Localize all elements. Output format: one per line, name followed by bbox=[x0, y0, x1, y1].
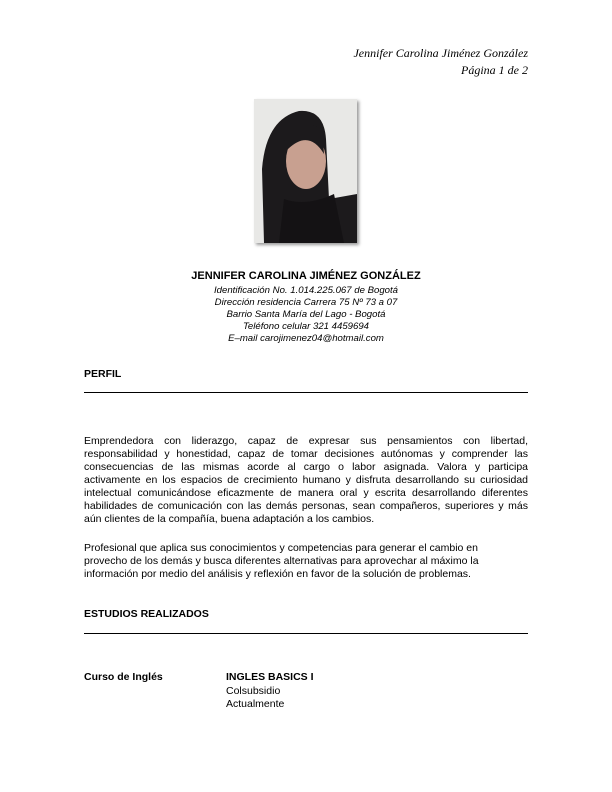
text-line: intelectual comunicándose eficazmente de manera oral y escrita desarrollando diferentes bbox=[84, 487, 528, 499]
text-line: aún clientes de la compañía, buena adaptación a los cambios. bbox=[84, 513, 375, 525]
phone: Teléfono celular 321 4459694 bbox=[242, 321, 370, 332]
header-author: Jennifer Carolina Jiménez González bbox=[353, 46, 528, 60]
text-line: provecho de los demás y busca diferentes alternativas para aprovechar al máximo la bbox=[84, 555, 479, 567]
profile-photo bbox=[254, 99, 357, 243]
header-page-number: Página 1 de 2 bbox=[461, 63, 528, 77]
text-line: activamente en los espacios de crecimiento humano y disfruta desarrollando su curiosidad bbox=[84, 474, 528, 486]
identification: Identificación No. 1.014.225.067 de Bogotá bbox=[213, 285, 399, 296]
study-institution: Colsubsidio bbox=[226, 685, 281, 697]
candidate-name: JENNIFER CAROLINA JIMÉNEZ GONZÁLEZ bbox=[191, 270, 421, 282]
divider bbox=[84, 633, 528, 634]
study-name: INGLES BASICS I bbox=[226, 671, 314, 683]
text-line: Emprendedora con liderazgo, capaz de expresar sus pensamientos con libertad, bbox=[84, 435, 528, 447]
section-title-profile: PERFIL bbox=[84, 368, 122, 380]
neighborhood: Barrio Santa María del Lago - Bogotá bbox=[226, 309, 386, 320]
profile-paragraph-2 bbox=[84, 542, 528, 581]
divider bbox=[84, 392, 528, 393]
email: E–mail carojimenez04@hotmail.com bbox=[228, 333, 384, 344]
study-status: Actualmente bbox=[226, 698, 285, 710]
section-title-studies: ESTUDIOS REALIZADOS bbox=[84, 608, 209, 620]
text-line: habilidades de comunicación con las demás personas, sean compañeros, superiores y más bbox=[84, 500, 528, 512]
study-type: Curso de Inglés bbox=[84, 671, 163, 683]
text-line: Profesional que aplica sus conocimientos y competencias para generar el cambio en bbox=[84, 542, 478, 554]
text-line: consecuencias de las mismas acorde al cargo o labor asignada. Valora y participa bbox=[84, 461, 528, 473]
address: Dirección residencia Carrera 75 Nº 73 a 07 bbox=[214, 297, 398, 308]
profile-paragraph-1 bbox=[84, 435, 528, 526]
text-line: información por medio del análisis y reflexión en favor de la solución de problemas. bbox=[84, 568, 471, 580]
text-line: responsabilidad y honestidad, capaz de tomar decisiones autónomas y comprender las bbox=[84, 448, 528, 460]
